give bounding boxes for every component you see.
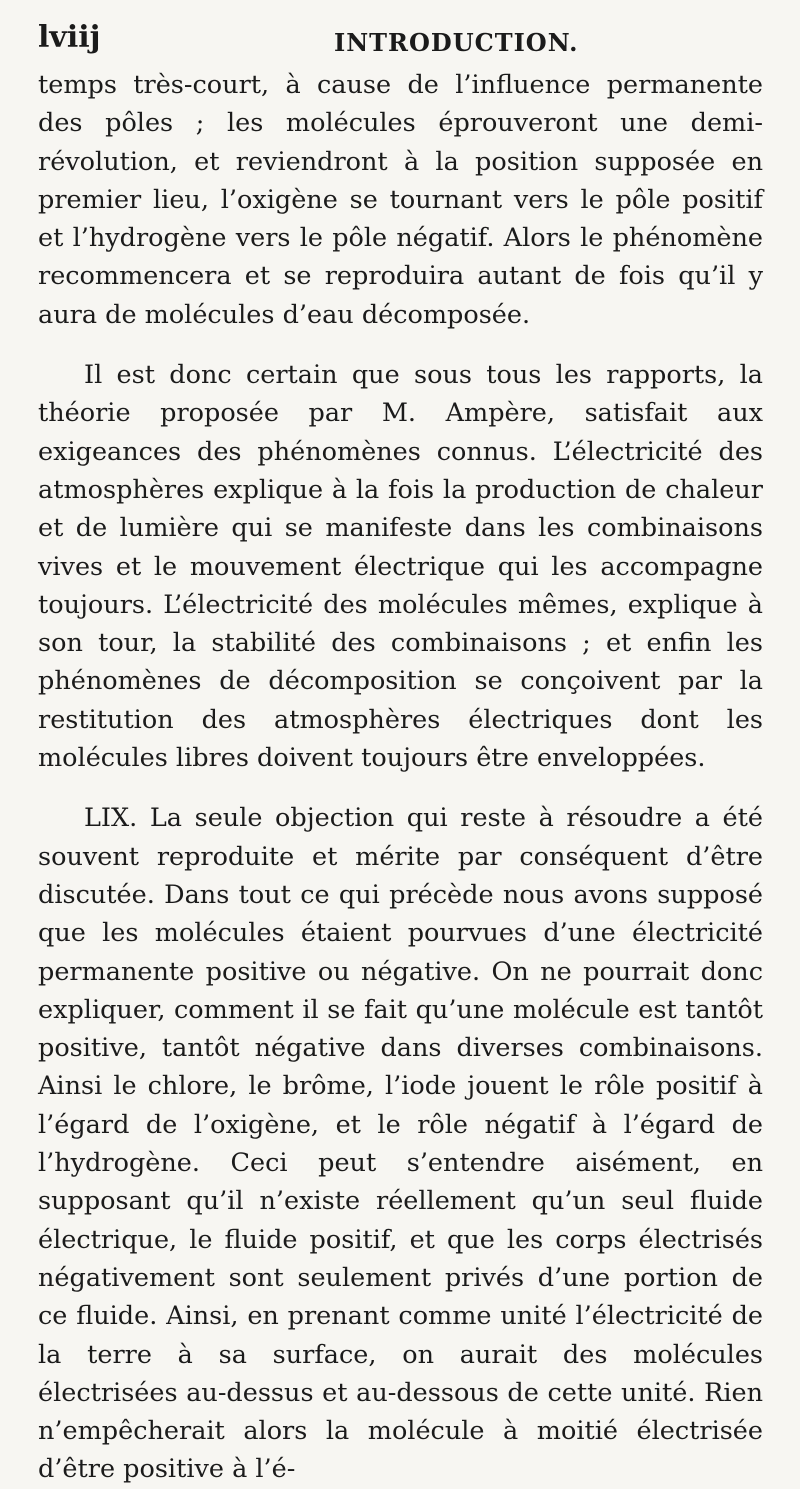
paragraph-continuation: temps très-court, à cause de l’influence permanente des pôles ; les molécules éprouveront une demi-révolution, et reviendront à la position supposée en premier lieu, l’oxigène se tournant vers le pôle positif et l’hydrogène vers le pôle négatif. Alors le phénomène recommencera et se reproduira autant de fois qu’il y aura de molécules d’eau décomposée. — [38, 70, 763, 330]
page-number: lviij — [38, 20, 101, 55]
paragraph-theory: Il est donc certain que sous tous les rapports, la théorie proposée par M. Ampère, satisfait aux exigeances des phénomènes connus. L’électricité des atmosphères explique à la fois la production de chaleur et de lumière qui se manifeste dans les combinaisons vives et le mouvement électrique qui les accompagne toujours. L’électricité des molécules mêmes, explique à son tour, la stabilité des combinaisons ; et enfin les phénomènes de décomposition se conçoivent par la restitution des atmosphères électriques dont les molécules libres doivent toujours être enveloppées. — [38, 360, 763, 774]
header-title: INTRODUCTION. — [334, 28, 579, 57]
paragraph-lix: LIX. La seule objection qui reste à résoudre a été souvent reproduite et mérite par conséquent d’être discutée. Dans tout ce qui précède nous avons supposé que les molécules étaient pourvues d’une électricité permanente positive ou négative. On ne pourrait donc expliquer, comment il se fait qu’une molécule est tantôt positive, tantôt négative dans diverses combinaisons. Ainsi le chlore, le brôme, l’iode jouent le rôle positif à l’égard de l’oxigène, et le rôle négatif à l’égard de l’hydrogène. Ceci peut s’entendre aisément, en supposant qu’il n’existe réellement qu’un seul fluide électrique, le fluide positif, et que les corps électrisés négativement sont seulement privés d’une portion de ce fluide. Ainsi, en prenant comme unité l’électricité de la terre à sa surface, on aurait des molécules électrisées au-dessus et au-dessous de cette unité. Rien n’empêcherait alors la molécule à moitié électrisée d’être positive à l’é- — [38, 803, 763, 1485]
body-text — [38, 66, 763, 1489]
